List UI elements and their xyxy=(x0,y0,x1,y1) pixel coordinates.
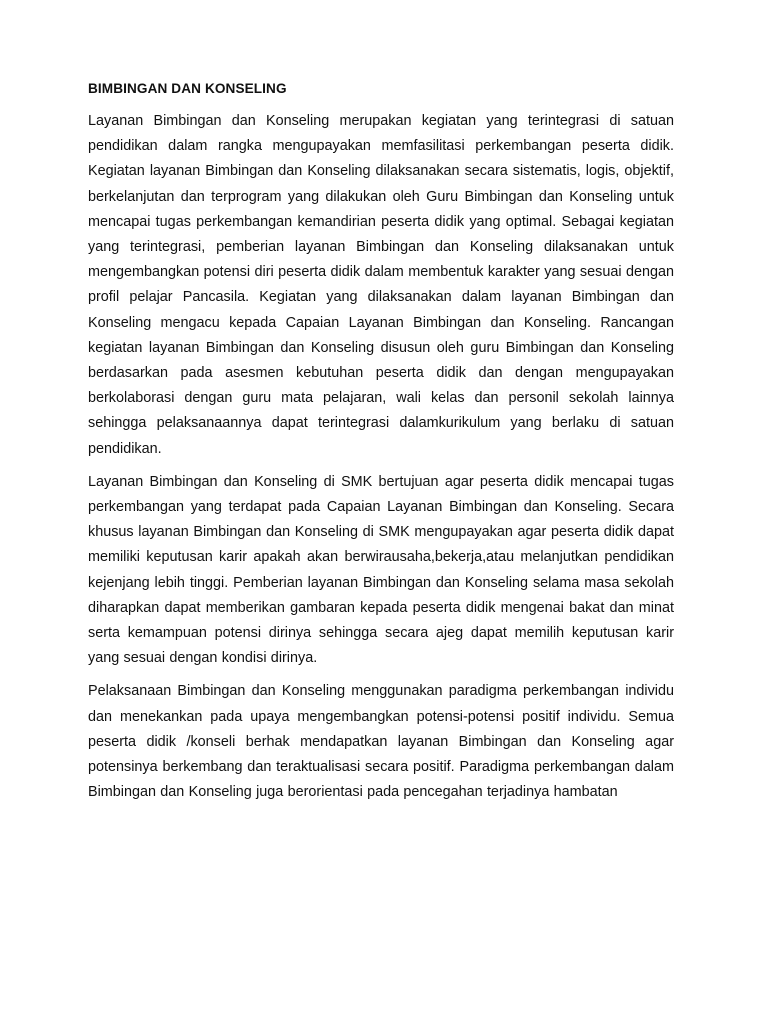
document-title: BIMBINGAN DAN KONSELING xyxy=(88,81,287,96)
paragraph-1: Layanan Bimbingan dan Konseling merupakan kegiatan yang terintegrasi di satuan pendidikan dalam rangka mengupayakan memfasilitasi perkembangan peserta didik. Kegiatan layanan Bimbingan dan Konseling dilaksanakan secara sistematis, logis, objektif, berkelanjutan dan terprogram yang dilakukan oleh Guru Bimbingan dan Konseling untuk mencapai tugas perkembangan kemandirian peserta didik yang optimal. Sebagai kegiatan yang terintegrasi, pemberian layanan Bimbingan dan Konseling dilaksanakan untuk mengembangkan potensi diri peserta didik dalam membentuk karakter yang sesuai dengan profil pelajar Pancasila. Kegiatan yang dilaksanakan dalam layanan Bimbingan dan Konseling mengacu kepada Capaian Layanan Bimbingan dan Konseling. Rancangan kegiatan layanan Bimbingan dan Konseling disusun oleh guru Bimbingan dan Konseling berdasarkan pada asesmen kebutuhan peserta didik dan dengan mengupayakan berkolaborasi dengan guru mata pelajaran, wali kelas dan personil sekolah lainnya sehingga pelaksanaannya dapat terintegrasi dalamkurikulum yang berlaku di satuan pendidikan. xyxy=(88,113,674,457)
paragraph-2: Layanan Bimbingan dan Konseling di SMK bertujuan agar peserta didik mencapai tugas perkembangan yang terdapat pada Capaian Layanan Bimbingan dan Konseling. Secara khusus layanan Bimbingan dan Konseling di SMK mengupayakan agar peserta didik dapat memiliki keputusan karir apakah akan berwirausaha,bekerja,atau melanjutkan pendidikan kejenjang lebih tinggi. Pemberian layanan Bimbingan dan Konseling selama masa sekolah diharapkan dapat memberikan gambaran kepada peserta didik mengenai bakat dan minat serta kemampuan potensi dirinya sehingga secara ajeg dapat memilih keputusan karir yang sesuai dengan kondisi dirinya. xyxy=(88,473,674,667)
paragraph-3: Pelaksanaan Bimbingan dan Konseling menggunakan paradigma perkembangan individu dan menekankan pada upaya mengembangkan potensi-potensi positif individu. Semua peserta didik /konseli berhak mendapatkan layanan Bimbingan dan Konseling agar potensinya berkembang dan teraktualisasi secara positif. Paradigma perkembangan dalam Bimbingan dan Konseling juga berorientasi pada pencegahan terjadinya hambatan xyxy=(88,683,674,801)
